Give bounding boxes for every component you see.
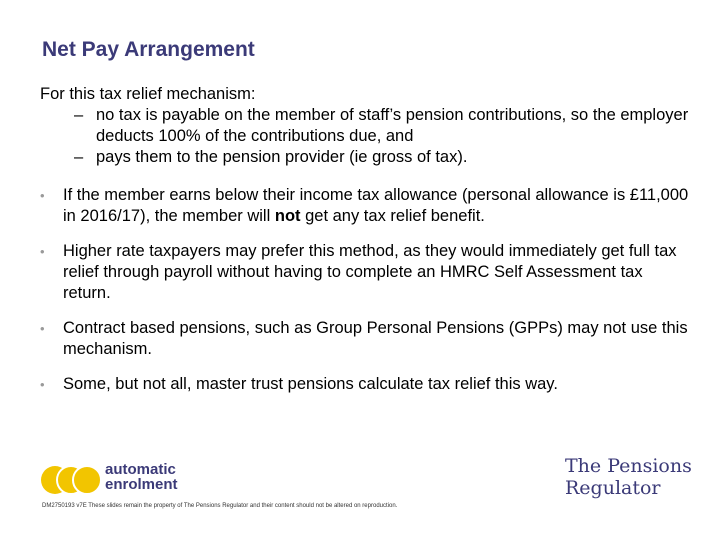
bullet-text-after: get any tax relief benefit. xyxy=(300,207,485,225)
sub-item-1 xyxy=(40,105,690,147)
bullet-text: Some, but not all, master trust pensions calculate tax relief this way. xyxy=(63,375,558,393)
bullet-text: Higher rate taxpayers may prefer this method, as they would immediately get full tax relief through payroll without having to complete an HMRC Self Assessment tax return. xyxy=(63,242,677,302)
slide-title: Net Pay Arrangement xyxy=(42,38,255,61)
dash-marker: – xyxy=(74,148,84,166)
bullet-item-2 xyxy=(40,241,690,304)
slide-body xyxy=(40,84,690,409)
sub-item-text: no tax is payable on the member of staff’s pension contributions, so the employer deducts 100% of the contributions due, and xyxy=(96,106,689,145)
ae-circles-icon xyxy=(40,460,102,500)
bullet-marker: • xyxy=(40,244,45,259)
sub-item-2 xyxy=(40,147,690,168)
bullet-marker: • xyxy=(40,321,45,336)
bullet-item-3 xyxy=(40,318,690,360)
tpr-logo-line2: Regulator xyxy=(565,477,661,499)
bullet-marker: • xyxy=(40,377,45,392)
tpr-logo-line1: The Pensions xyxy=(565,455,692,477)
dash-marker: – xyxy=(74,106,84,124)
bullet-item-4 xyxy=(40,374,690,395)
bullet-list xyxy=(40,185,690,395)
ae-logo-line2: enrolment xyxy=(105,476,178,493)
bullet-text-bold: not xyxy=(274,207,301,225)
sub-item-text: pays them to the pension provider (ie gross of tax). xyxy=(96,148,468,166)
footer-disclaimer: DM2750193 v7E These slides remain the property of The Pensions Regulator and their content should not be altered on reproduction. xyxy=(42,503,398,509)
bullet-item-1 xyxy=(40,185,690,227)
bullet-text-before: If the member earns below their income tax allowance (personal allowance is £11,000 in 2016/17), the member will xyxy=(63,186,689,225)
bullet-text: Contract based pensions, such as Group Personal Pensions (GPPs) may not use this mechanism. xyxy=(63,319,688,358)
bullet-marker: • xyxy=(40,188,45,203)
ae-logo-text xyxy=(105,462,178,492)
intro-text: For this tax relief mechanism: xyxy=(40,85,256,103)
ae-logo-line1: automatic xyxy=(105,461,176,478)
pensions-regulator-logo xyxy=(565,455,692,499)
